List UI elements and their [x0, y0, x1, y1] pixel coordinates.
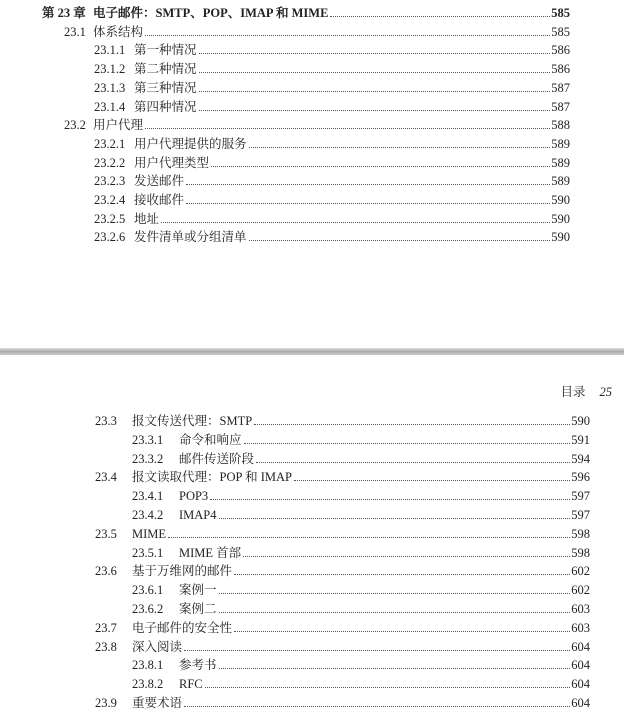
toc-entry[interactable]: [132, 487, 590, 505]
dot-leader: [184, 650, 570, 651]
toc-entry[interactable]: [95, 619, 590, 637]
toc-entry[interactable]: [42, 4, 570, 22]
dot-leader: [199, 53, 551, 54]
entry-page: 588: [551, 118, 570, 133]
dot-leader: [211, 166, 550, 167]
entry-number: 23.2: [64, 118, 86, 133]
dot-leader: [219, 668, 571, 669]
entry-page: 591: [571, 432, 590, 447]
entry-number: 23.2.3: [94, 174, 126, 189]
dot-leader: [256, 462, 570, 463]
entry-title: 电子邮件：SMTP、POP、IMAP 和 MIME: [93, 6, 329, 20]
entry-number: 23.1.2: [94, 62, 126, 77]
entry-page: 590: [551, 211, 570, 226]
dot-leader: [184, 706, 570, 707]
entry-title: 第二种情况: [134, 62, 197, 77]
entry-title: 地址: [134, 211, 160, 226]
entry-title: 发件清单或分组清单: [134, 230, 247, 245]
entry-number: 23.1: [64, 24, 86, 39]
entry-page: 604: [571, 639, 590, 654]
dot-leader: [186, 184, 550, 185]
dot-leader: [244, 443, 571, 444]
entry-title: IMAP4: [179, 508, 217, 522]
page-separator: [0, 348, 624, 355]
dot-leader: [219, 593, 571, 594]
toc-entry[interactable]: [132, 450, 590, 468]
toc-entry[interactable]: [132, 656, 590, 674]
dot-leader: [145, 128, 550, 129]
entry-number: 23.1.3: [94, 80, 126, 95]
toc-entry[interactable]: [132, 675, 590, 693]
entry-title: 案例一: [179, 583, 217, 598]
toc-entry[interactable]: [94, 98, 570, 116]
entry-page: 596: [571, 470, 590, 485]
toc-entry[interactable]: [95, 694, 590, 712]
dot-leader: [243, 556, 570, 557]
entry-page: 602: [571, 583, 590, 598]
dot-leader: [330, 16, 550, 17]
entry-number: 23.4: [95, 470, 117, 485]
dot-leader: [199, 110, 551, 111]
entry-page: 590: [551, 193, 570, 207]
entry-page: 594: [571, 451, 590, 466]
toc-entry[interactable]: [94, 191, 570, 209]
entry-page: 602: [571, 564, 590, 579]
entry-number: 23.2.5: [94, 211, 126, 226]
entry-page: 604: [571, 677, 590, 692]
dot-leader: [199, 72, 551, 73]
toc-entry[interactable]: [132, 431, 590, 449]
entry-number: 23.6: [95, 564, 117, 579]
dot-leader: [199, 91, 551, 92]
toc-entry[interactable]: [132, 581, 590, 599]
toc-entry[interactable]: [132, 600, 590, 618]
entry-number: 23.2.2: [94, 155, 126, 170]
dot-leader: [249, 147, 551, 148]
toc-entry[interactable]: [132, 544, 590, 562]
entry-number: 23.3: [95, 414, 117, 428]
entry-title: 接收邮件: [134, 193, 185, 207]
entry-title: MIME: [132, 526, 167, 541]
entry-number: 第 23 章: [42, 6, 86, 20]
dot-leader: [210, 499, 570, 500]
entry-number: 23.6.1: [132, 583, 164, 598]
dot-leader: [161, 222, 550, 223]
toc-entry[interactable]: [132, 506, 590, 524]
toc-entry[interactable]: [95, 468, 590, 486]
dot-leader: [205, 687, 571, 688]
entry-title: 发送邮件: [134, 174, 185, 189]
toc-entry[interactable]: [94, 154, 570, 172]
entry-title: 重要术语: [132, 696, 183, 710]
entry-number: 23.3.1: [132, 432, 164, 447]
entry-page: 586: [551, 43, 570, 58]
toc-entry[interactable]: [95, 525, 590, 543]
entry-page: 589: [551, 155, 570, 170]
entry-page: 598: [571, 545, 590, 560]
entry-page: 587: [551, 99, 570, 114]
entry-number: 23.9: [95, 696, 117, 710]
entry-page: 603: [571, 602, 590, 616]
toc-entry[interactable]: [64, 23, 570, 41]
entry-number: 23.8.2: [132, 677, 164, 692]
entry-page: 589: [551, 136, 570, 151]
dot-leader: [219, 518, 571, 519]
entry-number: 23.5: [95, 526, 117, 541]
dot-leader: [186, 203, 550, 204]
entry-page: 597: [571, 508, 590, 522]
entry-number: 23.2.4: [94, 193, 126, 207]
entry-page: 590: [571, 414, 590, 428]
entry-number: 23.7: [95, 620, 117, 635]
toc-entry[interactable]: [94, 79, 570, 97]
dot-leader: [254, 424, 570, 425]
page-header: [560, 382, 612, 400]
entry-page: 585: [551, 6, 570, 20]
entry-number: 23.3.2: [132, 451, 164, 466]
entry-page: 585: [551, 24, 570, 39]
entry-page: 604: [571, 696, 590, 710]
entry-title: 第一种情况: [134, 43, 197, 58]
entry-page: 604: [571, 658, 590, 673]
entry-number: 23.4.1: [132, 489, 164, 504]
entry-title: RFC: [179, 677, 203, 692]
entry-number: 23.2.6: [94, 230, 126, 245]
toc-entry[interactable]: [94, 228, 570, 246]
entry-page: 597: [571, 489, 590, 504]
toc-entry[interactable]: [94, 172, 570, 190]
toc-entry[interactable]: [95, 638, 590, 656]
toc-entry[interactable]: [94, 41, 570, 59]
entry-title: 深入阅读: [132, 639, 183, 654]
header-page-number: 25: [599, 385, 612, 399]
toc-entry[interactable]: [95, 412, 590, 430]
toc-entry[interactable]: [94, 60, 570, 78]
dot-leader: [168, 537, 570, 538]
dot-leader: [294, 480, 570, 481]
entry-title: 案例二: [179, 602, 217, 616]
entry-page: 598: [571, 526, 590, 541]
entry-title: 基于万维网的邮件: [132, 564, 233, 579]
entry-title: 邮件传送阶段: [179, 451, 255, 466]
entry-title: 报文读取代理：POP 和 IMAP: [132, 470, 292, 485]
entry-title: 第四种情况: [134, 99, 197, 114]
entry-page: 587: [551, 80, 570, 95]
toc-entry[interactable]: [94, 135, 570, 153]
entry-title: MIME 首部: [179, 545, 242, 560]
entry-title: 报文传送代理：SMTP: [132, 414, 253, 428]
entry-page: 603: [571, 620, 590, 635]
entry-title: POP3: [179, 489, 209, 504]
entry-number: 23.6.2: [132, 602, 164, 616]
entry-number: 23.2.1: [94, 136, 126, 151]
entry-title: 用户代理提供的服务: [134, 136, 247, 151]
entry-number: 23.4.2: [132, 508, 164, 522]
entry-number: 23.1.4: [94, 99, 126, 114]
entry-page: 589: [551, 174, 570, 189]
entry-title: 电子邮件的安全性: [132, 620, 233, 635]
entry-page: 586: [551, 62, 570, 77]
entry-number: 23.8: [95, 639, 117, 654]
entry-number: 23.8.1: [132, 658, 164, 673]
dot-leader: [249, 240, 551, 241]
entry-number: 23.5.1: [132, 545, 164, 560]
entry-title: 用户代理类型: [134, 155, 210, 170]
dot-leader: [145, 35, 550, 36]
header-label: 目录: [560, 385, 586, 399]
entry-number: 23.1.1: [94, 43, 126, 58]
entry-title: 命令和响应: [179, 432, 242, 447]
dot-leader: [219, 612, 571, 613]
entry-title: 体系结构: [93, 24, 144, 39]
toc-entry[interactable]: [94, 210, 570, 228]
entry-title: 参考书: [179, 658, 217, 673]
entry-title: 第三种情况: [134, 80, 197, 95]
dot-leader: [234, 631, 570, 632]
entry-title: 用户代理: [93, 118, 144, 133]
entry-page: 590: [551, 230, 570, 245]
toc-entry[interactable]: [64, 116, 570, 134]
toc-entry[interactable]: [95, 562, 590, 580]
dot-leader: [234, 574, 570, 575]
